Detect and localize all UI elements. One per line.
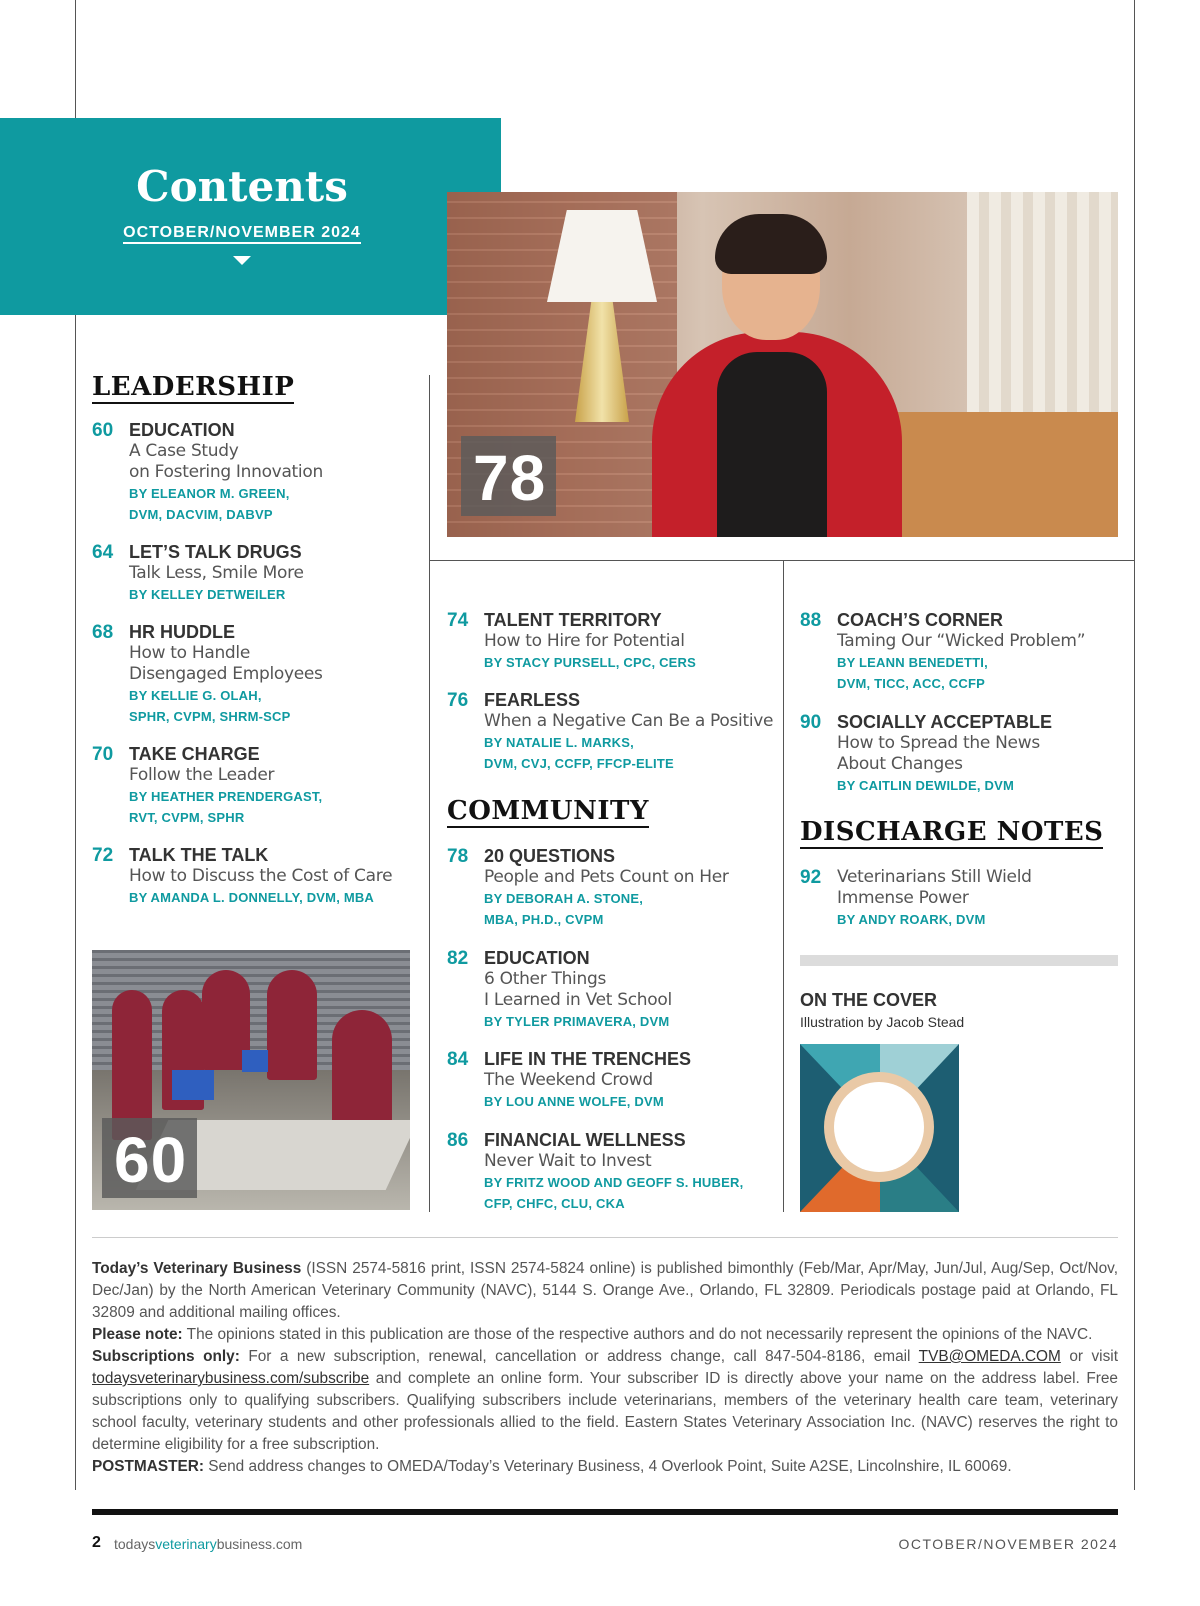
subscription-url-link[interactable]: todaysveterinarybusiness.com/subscribe — [92, 1370, 370, 1387]
note-text: The opinions stated in this publication are those of the respective authors and do not necessarily represent the opinions of the NAVC. — [182, 1326, 1093, 1343]
entry-category: SOCIALLY ACCEPTABLE — [837, 712, 1053, 732]
entry-title: How to Discuss the Cost of Care — [129, 866, 393, 886]
entry-title: When a Negative Can Be a Positive — [484, 711, 774, 731]
subscriptions-label: Subscriptions only: — [92, 1348, 240, 1365]
team-photo[interactable] — [92, 950, 410, 1210]
masthead-text — [92, 1258, 1118, 1478]
entry-byline: DVM, DACVIM, DABVP — [129, 507, 273, 522]
entry-category: COACH’S CORNER — [837, 610, 1004, 630]
toc-entry[interactable] — [92, 542, 392, 605]
entry-page-number: 74 — [447, 610, 469, 631]
entry-category: LET’S TALK DRUGS — [129, 542, 302, 562]
down-arrow-icon — [233, 256, 251, 265]
entry-page-number: 68 — [92, 622, 114, 643]
entry-byline: BY HEATHER PRENDERGAST, — [129, 789, 323, 804]
laptop — [242, 1050, 268, 1072]
column-rule-right — [783, 560, 784, 1212]
entry-title: Talk Less, Smile More — [129, 563, 304, 583]
site-suffix: business.com — [216, 1536, 303, 1552]
entry-title: Immense Power — [837, 888, 969, 908]
entry-page-number: 88 — [800, 610, 822, 631]
toc-entry[interactable] — [800, 610, 1130, 694]
entry-byline: BY KELLIE G. OLAH, — [129, 688, 262, 703]
entry-byline: BY STACY PURSELL, CPC, CERS — [484, 655, 696, 670]
entry-title: People and Pets Count on Her — [484, 867, 729, 887]
entry-category: HR HUDDLE — [129, 622, 235, 642]
entry-byline: BY ELEANOR M. GREEN, — [129, 486, 290, 501]
entry-title: Taming Our “Wicked Problem” — [837, 631, 1086, 651]
masthead-top-rule — [92, 1237, 1118, 1238]
entry-page-number: 72 — [92, 845, 114, 866]
entry-byline: SPHR, CVPM, SHRM-SCP — [129, 709, 291, 724]
issue-date-text: OCTOBER/NOVEMBER 2024 — [123, 224, 361, 244]
entry-byline: DVM, TICC, ACC, CCFP — [837, 676, 985, 691]
entry-byline: BY CAITLIN DEWILDE, DVM — [837, 778, 1014, 793]
entry-category: TALK THE TALK — [129, 845, 269, 865]
person-hair — [715, 214, 827, 274]
toc-entry[interactable] — [92, 420, 392, 525]
hero-photo[interactable] — [447, 192, 1118, 537]
entry-title: Veterinarians Still Wield — [837, 867, 1032, 887]
entry-page-number: 76 — [447, 690, 469, 711]
toc-entry[interactable] — [447, 1130, 777, 1214]
entry-title: 6 Other Things — [484, 969, 606, 989]
laptop — [172, 1070, 214, 1100]
footer-issue-date: OCTOBER/NOVEMBER 2024 — [898, 1536, 1118, 1552]
entry-byline: RVT, CVPM, SPHR — [129, 810, 245, 825]
entry-category: EDUCATION — [129, 420, 235, 440]
entry-byline: BY LOU ANNE WOLFE, DVM — [484, 1094, 664, 1109]
entry-title: Never Wait to Invest — [484, 1151, 652, 1171]
entry-title: on Fostering Innovation — [129, 462, 323, 482]
entry-byline: BY TYLER PRIMAVERA, DVM — [484, 1014, 670, 1029]
entry-page-number: 60 — [92, 420, 114, 441]
entry-page-number: 82 — [447, 948, 469, 969]
toc-entry[interactable] — [447, 948, 777, 1032]
entry-title: How to Spread the News — [837, 733, 1040, 753]
publication-info: (ISSN 2574-5816 print, ISSN 2574-5824 online) is published bimonthly (Feb/Mar, Apr/May, Jun/Jul, Aug/Sep, Oct/Nov, Dec/Jan) by the North American Veterinary Community (NAVC), 5144 S. Orange Ave., Orlando, FL 32809. Periodicals postage paid at Orlando, FL 32809 and additional mailing offices. — [92, 1260, 1118, 1321]
entry-title: How to Hire for Potential — [484, 631, 685, 651]
entry-title: The Weekend Crowd — [484, 1070, 653, 1090]
entry-title: A Case Study — [129, 441, 239, 461]
toc-entry[interactable] — [447, 690, 777, 774]
cover-credit: Illustration by Jacob Stead — [800, 1014, 965, 1030]
subscriptions-text: and complete an online form. Your subscriber ID is directly above your name on the address label. Free subscriptions only to qualifying subscribers. Qualifying subscribers include veterinarians, members of the veterinary health care team, veterinary school faculty, veterinary students and other professionals allied to the field. Eastern States Veterinary Association Inc. (NAVC) reserves the right to determine eligibility for a free subscription. — [92, 1370, 1118, 1453]
toc-entry[interactable] — [92, 845, 422, 908]
postmaster-label: POSTMASTER: — [92, 1458, 205, 1475]
entry-page-number: 84 — [447, 1049, 469, 1070]
entry-page-number: 64 — [92, 542, 114, 563]
entry-title: About Changes — [837, 754, 963, 774]
entry-byline: MBA, PH.D., CVPM — [484, 912, 604, 927]
entry-category: TALENT TERRITORY — [484, 610, 662, 630]
site-prefix: todays — [114, 1536, 156, 1552]
toc-entry[interactable] — [92, 622, 392, 727]
toc-entry[interactable] — [92, 744, 392, 828]
toc-entry[interactable] — [800, 867, 1130, 930]
entry-page-number: 78 — [447, 846, 469, 867]
entry-byline: BY KELLEY DETWEILER — [129, 587, 286, 602]
site-accent: veterinary — [155, 1536, 217, 1552]
hero-page-badge: 78 — [461, 436, 556, 516]
entry-byline: BY LEANN BENEDETTI, — [837, 655, 988, 670]
person-figure — [267, 970, 317, 1080]
toc-entry[interactable] — [447, 1049, 777, 1112]
footer-rule — [92, 1509, 1118, 1515]
subscriptions-text: or visit — [1060, 1348, 1118, 1365]
entry-title: Follow the Leader — [129, 765, 275, 785]
entry-title: Disengaged Employees — [129, 664, 323, 684]
entry-byline: BY DEBORAH A. STONE, — [484, 891, 644, 906]
entry-category: TAKE CHARGE — [129, 744, 260, 764]
entry-byline: BY AMANDA L. DONNELLY, DVM, MBA — [129, 890, 375, 905]
postmaster-text: Send address changes to OMEDA/Today’s Veterinary Business, 4 Overlook Point, Suite A2SE, Lincolnshire, IL 60069. — [204, 1458, 1012, 1475]
entry-category: LIFE IN THE TRENCHES — [484, 1049, 692, 1069]
person-shirt — [717, 352, 827, 537]
entry-category: EDUCATION — [484, 948, 590, 968]
entry-page-number: 86 — [447, 1130, 469, 1151]
section-heading-discharge-notes: DISCHARGE NOTES — [800, 817, 1104, 847]
entry-title: How to Handle — [129, 643, 251, 663]
toc-entry[interactable] — [447, 846, 777, 930]
column-rule-left — [429, 375, 430, 1212]
issue-date — [0, 224, 484, 242]
subscriptions-text: For a new subscription, renewal, cancellation or address change, call 847-504-8186, email — [239, 1348, 919, 1365]
toc-entry[interactable] — [447, 610, 777, 673]
note-label: Please note: — [92, 1326, 183, 1343]
section-heading-leadership: LEADERSHIP — [92, 372, 295, 402]
subscription-email-link[interactable]: TVB@OMEDA.COM — [918, 1348, 1061, 1365]
entry-category: FEARLESS — [484, 690, 581, 710]
cover-center-circle — [834, 1082, 924, 1172]
footer-website[interactable] — [114, 1536, 302, 1552]
entry-page-number: 70 — [92, 744, 114, 765]
contents-header-block — [0, 118, 501, 315]
cover-thumbnail[interactable] — [800, 1044, 959, 1212]
section-heading-community: COMMUNITY — [447, 796, 649, 826]
entry-category: 20 QUESTIONS — [484, 846, 616, 866]
entry-category: FINANCIAL WELLNESS — [484, 1130, 686, 1150]
entry-page-number: 90 — [800, 712, 822, 733]
on-the-cover-heading: ON THE COVER — [800, 990, 938, 1010]
entry-byline: BY FRITZ WOOD AND GEOFF S. HUBER, — [484, 1175, 744, 1190]
entry-byline: CFP, CHFC, CLU, CKA — [484, 1196, 625, 1211]
page-title: Contents — [136, 162, 348, 211]
entry-title: I Learned in Vet School — [484, 990, 672, 1010]
footer-page-number: 2 — [92, 1534, 101, 1551]
toc-entry[interactable] — [800, 712, 1130, 796]
entry-byline: BY NATALIE L. MARKS, — [484, 735, 634, 750]
publication-name: Today’s Veterinary Business — [92, 1260, 302, 1277]
entry-byline: DVM, CVJ, CCFP, FFCP-ELITE — [484, 756, 674, 771]
right-margin-rule — [1134, 0, 1135, 1490]
hero-under-rule — [429, 560, 1134, 561]
entry-page-number: 92 — [800, 867, 822, 888]
team-page-badge: 60 — [102, 1118, 197, 1198]
entry-byline: BY ANDY ROARK, DVM — [837, 912, 986, 927]
divider-bar — [800, 955, 1118, 966]
